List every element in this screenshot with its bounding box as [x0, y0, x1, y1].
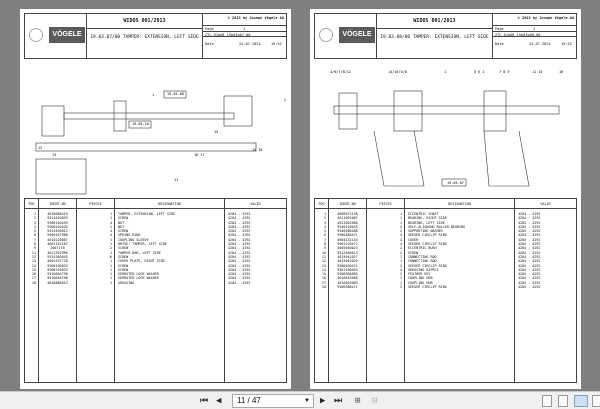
- table-cell: 7: [323, 237, 326, 242]
- table-cell: 9508310833: [47, 267, 68, 272]
- table-cell: 1: [399, 216, 402, 221]
- table-cell: 4609072158: [337, 212, 358, 216]
- page-selector[interactable]: [232, 394, 314, 408]
- table-cell: 9500140439: [47, 220, 68, 225]
- time-value: 19:52: [561, 42, 572, 46]
- table-cell: 17: [321, 280, 326, 285]
- table-cell: 8: [323, 242, 326, 247]
- pdf-toolbar: [0, 391, 600, 409]
- table-cell: 4284 - 4292: [228, 237, 251, 242]
- doc-code: ZTL_01pA8_19p03p08-00: [493, 31, 576, 37]
- table-cell: 4: [109, 220, 112, 225]
- table-cell: 14: [31, 263, 36, 268]
- table-cell: 4604132143: [337, 237, 358, 242]
- exploded-drawing: [314, 61, 577, 196]
- callout-label: 4/6/7/8/12: [330, 70, 352, 74]
- add-page-icon[interactable]: ⊞: [355, 396, 361, 406]
- column-designation: [405, 209, 515, 382]
- table-cell: 4284 - 4292: [518, 242, 541, 247]
- table-cell: 2: [399, 285, 402, 290]
- table-cell: SCREW: [118, 254, 129, 259]
- date-value: 24.07.2024: [529, 42, 551, 46]
- table-cell: SELF-ALIGNING ROLLER BEARING: [408, 224, 466, 229]
- table-cell: 1: [399, 220, 402, 225]
- table-cell: 9: [323, 246, 326, 251]
- table-cell: 4284 - 4292: [228, 259, 251, 264]
- column-header-pieces: PIECES: [367, 199, 405, 208]
- table-cell: 1: [399, 212, 402, 216]
- table-cell: SEEGER CIRCLIP RING: [408, 285, 447, 290]
- table-cell: ECCENTRIC SHAFT: [408, 212, 439, 216]
- table-cell: 4284 - 4292: [518, 212, 541, 216]
- table-cell: 11: [321, 254, 326, 259]
- table-cell: 9500480471: [337, 233, 358, 238]
- copyright: © 2013 by Joseph Vögele AG: [517, 16, 574, 20]
- date-label: Date: [205, 42, 214, 46]
- table-cell: 9514420833: [47, 216, 68, 221]
- table-cell: 16: [31, 272, 36, 277]
- page-indicator: 11 / 47: [237, 396, 261, 405]
- table-cell: 4284 - 4292: [228, 224, 251, 229]
- table-cell: 4284 - 4292: [228, 263, 251, 268]
- table-cell: 1: [109, 216, 112, 221]
- page-value: 1: [533, 27, 536, 31]
- table-cell: 9500140434: [47, 224, 68, 229]
- table-cell: 9500130833: [47, 263, 68, 268]
- table-cell: GREASING: [118, 280, 135, 285]
- table-cell: COUPLING HUB: [408, 276, 433, 281]
- table-cell: COVER: [408, 237, 419, 242]
- table-cell: 2: [399, 250, 402, 255]
- table-cell: 13: [321, 263, 326, 268]
- table-cell: TAMPER BAR, LEFT SIDE: [118, 250, 161, 255]
- table-cell: SCREW: [118, 267, 129, 272]
- table-cell: 2: [399, 272, 402, 277]
- title-block: [24, 13, 287, 59]
- table-cell: 4: [399, 242, 402, 247]
- next-page-icon[interactable]: ▶: [320, 396, 326, 406]
- table-cell: 4284 - 4292: [518, 237, 541, 242]
- table-cell: 4284 - 4292: [228, 254, 251, 259]
- column-pos: [315, 209, 329, 382]
- table-cell: 4: [399, 267, 402, 272]
- page-label: Page: [205, 27, 214, 31]
- table-cell: 1: [109, 242, 112, 247]
- table-cell: 1: [109, 263, 112, 268]
- table-cell: 9508368885: [337, 272, 358, 277]
- table-cell: 4284 - 4292: [518, 285, 541, 290]
- table-cell: 4611052067: [337, 216, 358, 221]
- last-page-icon[interactable]: ⏭: [334, 396, 343, 406]
- table-cell: BEARING, LEFT SIDE: [408, 220, 445, 225]
- table-cell: SUPPORTING WASHER: [408, 229, 443, 234]
- table-cell: 1: [399, 280, 402, 285]
- table-cell: 4611052066: [337, 220, 358, 225]
- callout-label: 14 18: [252, 148, 263, 152]
- table-cell: 3: [33, 220, 36, 225]
- table-cell: 4: [109, 233, 112, 238]
- table-cell: 4284 - 4292: [518, 229, 541, 234]
- table-cell: DRIVE: TAMPER, LEFT SIDE: [118, 242, 167, 247]
- table-cell: 4: [109, 229, 112, 234]
- table-cell: 9501180054: [337, 267, 358, 272]
- prev-page-icon[interactable]: ◀: [216, 396, 222, 406]
- table-cell: 4284 - 4292: [518, 267, 541, 272]
- table-cell: 9510646798: [47, 272, 68, 277]
- table-cell: 4284 - 4292: [518, 224, 541, 229]
- table-cell: 4: [399, 224, 402, 229]
- column-header-designation: DESIGNATION: [115, 199, 225, 208]
- copyright: © 2013 by Joseph Vögele AG: [227, 16, 284, 20]
- table-cell: 4284 - 4292: [228, 272, 251, 277]
- table-cell: 4284 - 4292: [228, 216, 251, 221]
- time-value: 19:52: [271, 42, 282, 46]
- table-cell: 13: [31, 259, 36, 264]
- table-cell: 4284 - 4292: [518, 280, 541, 285]
- table-cell: 4284 - 4292: [518, 250, 541, 255]
- table-cell: 2: [33, 216, 36, 221]
- column-header-pos: POS: [25, 199, 39, 208]
- table-cell: 1: [109, 280, 112, 285]
- callout-label: 19.03.07: [447, 181, 464, 185]
- remove-page-icon[interactable]: ⊟: [372, 396, 378, 406]
- table-cell: 12: [31, 254, 36, 259]
- table-cell: 4: [33, 224, 36, 229]
- table-cell: 4284 - 4292: [228, 267, 251, 272]
- parts-table: [24, 198, 287, 383]
- column-header-pieces: PIECES: [77, 199, 115, 208]
- table-cell: COUPLING HUB: [408, 280, 433, 285]
- table-cell: BEARING, RIGHT SIDE: [408, 216, 447, 221]
- document-page-left: [20, 9, 291, 389]
- table-cell: 5: [323, 229, 326, 234]
- callout-label: 16 17: [194, 153, 205, 157]
- date-label: Date: [495, 42, 504, 46]
- callout-label: 19.03.10: [132, 122, 149, 126]
- column-header-pos: POS: [315, 199, 329, 208]
- table-cell: 4: [399, 237, 402, 242]
- column-header-valid: VALID: [540, 202, 551, 206]
- table-cell: 4284 - 4292: [228, 233, 251, 238]
- table-cell: 4284 - 4292: [518, 220, 541, 225]
- side-plate: [36, 159, 86, 194]
- page-value: 1: [243, 27, 246, 31]
- table-cell: 4284 - 4292: [228, 250, 251, 255]
- column-designation: [115, 209, 225, 382]
- document-page-right: [310, 9, 581, 389]
- document-title: WIDOS 001/2013: [377, 14, 492, 29]
- callout-label: 2: [284, 98, 287, 102]
- callout-label: 14/16/5/8: [388, 70, 407, 74]
- exploded-drawing: [24, 61, 287, 196]
- table-cell: 4284 - 4292: [228, 220, 251, 225]
- coupling: [114, 101, 126, 131]
- drive-housing: [224, 96, 252, 126]
- table-cell: 1: [109, 237, 112, 242]
- table-cell: 2: [109, 246, 112, 251]
- table-cell: 4284 - 4292: [518, 233, 541, 238]
- table-cell: 6: [33, 233, 36, 238]
- two-page-view-icon[interactable]: [574, 395, 588, 407]
- column-header-designation: DESIGNATION: [405, 199, 515, 208]
- table-cell: SEEGER CIRCLIP RING: [408, 233, 447, 238]
- table-cell: 4284 - 4292: [518, 216, 541, 221]
- continuous-view-icon[interactable]: [558, 395, 568, 407]
- tamper-bar: [36, 143, 256, 151]
- table-cell: 11: [31, 250, 36, 255]
- table-cell: 4284 - 4292: [518, 246, 541, 251]
- brand-logo: VÖGELE: [339, 27, 375, 43]
- table-cell: 9540128635: [337, 224, 358, 229]
- callout-label: 12: [38, 146, 43, 150]
- table-cell: 4284 - 4292: [228, 242, 251, 247]
- table-cell: 4: [323, 224, 326, 229]
- table-cell: SEEGER CIRCLIP RING: [408, 263, 447, 268]
- table-cell: 4618880013: [47, 280, 68, 285]
- table-cell: 4610220087: [47, 237, 68, 242]
- table-cell: 4611352996: [47, 250, 68, 255]
- table-cell: 9510646798: [47, 276, 68, 281]
- logo: [25, 14, 87, 58]
- chevron-down-icon: ▼: [304, 398, 310, 404]
- table-cell: NUT: [118, 224, 125, 229]
- table-cell: 17: [31, 276, 36, 281]
- table-cell: SERRATED LOCK WASHER: [118, 276, 159, 281]
- single-page-view-icon[interactable]: [542, 395, 552, 407]
- table-cell: 15: [31, 267, 36, 272]
- center-bearing: [394, 91, 422, 131]
- column-header-ident-no: IDENT-NO: [329, 199, 367, 208]
- table-cell: 10: [321, 250, 326, 255]
- table-cell: 4615042027: [337, 254, 358, 259]
- table-cell: 4284 - 4292: [228, 212, 251, 216]
- table-cell: SCREW: [118, 263, 129, 268]
- callout-label: 5 6 2: [474, 70, 485, 74]
- table-cell: CONNECTING ROD: [408, 259, 437, 264]
- table-cell: GREASING NIPPLE: [408, 267, 439, 272]
- table-cell: 4601437778: [47, 259, 68, 264]
- connecting-rods: [374, 131, 529, 186]
- table-cell: 12: [321, 259, 326, 264]
- brand-logo: VÖGELE: [49, 27, 85, 43]
- table-cell: SPRING RING: [118, 233, 141, 238]
- table-cell: SCREW: [118, 216, 129, 221]
- table-cell: 1: [109, 276, 112, 281]
- tamper-shaft: [64, 113, 234, 119]
- table-cell: 4601152187: [47, 242, 68, 247]
- column-header-valid: VALID: [250, 202, 261, 206]
- table-cell: 7: [33, 237, 36, 242]
- table-cell: 15: [321, 272, 326, 277]
- column-pos: [25, 209, 39, 382]
- table-header: [315, 199, 576, 209]
- table-cell: 2: [323, 216, 326, 221]
- table-cell: 9514340045: [47, 254, 68, 259]
- table-cell: SCREW: [118, 229, 129, 234]
- table-cell: 1: [33, 212, 36, 216]
- title-block: [314, 13, 577, 59]
- callout-label: 11 15: [532, 70, 543, 74]
- table-cell: 4284 - 4292: [228, 276, 251, 281]
- table-cell: 1: [109, 272, 112, 277]
- doc-code: ZTL_01pA8_19p03p07-00: [203, 31, 286, 37]
- table-cell: 4605040023: [337, 246, 358, 251]
- table-cell: 4284 - 4292: [228, 280, 251, 285]
- table-header: [25, 199, 286, 209]
- table-cell: 4284 - 4292: [228, 246, 251, 251]
- document-title: WIDOS 001/2013: [87, 14, 202, 29]
- column-valid: [225, 209, 286, 382]
- table-cell: 1: [399, 259, 402, 264]
- table-cell: 5: [33, 229, 36, 234]
- table-cell: 8: [33, 242, 36, 247]
- table-cell: 1: [109, 212, 112, 216]
- column-ident-no: [329, 209, 367, 382]
- document-subtitle: 19.03.08/00 TAMPER: EXTENSION, LEFT SIDE: [380, 35, 489, 40]
- table-cell: 9501120472: [337, 242, 358, 247]
- column-valid: [515, 209, 576, 382]
- callout-label: 1: [444, 70, 447, 74]
- table-cell: 16: [321, 276, 326, 281]
- table-cell: SEEGER CIRCLIP RING: [408, 242, 447, 247]
- table-cell: 9500450471: [337, 263, 358, 268]
- table-cell: 1: [399, 276, 402, 281]
- tamper-housing: [42, 106, 64, 136]
- table-cell: 2: [109, 224, 112, 229]
- table-cell: COVER PLATE, RIGHT SIDE: [118, 259, 165, 264]
- callout-label: 19.03.08: [167, 92, 184, 96]
- seal-icon: [29, 28, 43, 42]
- table-cell: 14: [321, 267, 326, 272]
- table-cell: 4284 - 4292: [518, 272, 541, 277]
- table-cell: 4610033088: [337, 276, 358, 281]
- date-value: 24.07.2024: [239, 42, 261, 46]
- callout-label: 11: [174, 178, 179, 182]
- column-pieces: [77, 209, 115, 382]
- table-cell: 6: [109, 254, 112, 259]
- callout-label: 15: [214, 130, 219, 134]
- table-cell: 2: [399, 246, 402, 251]
- callout-label: 7 8 9: [499, 70, 510, 74]
- table-cell: 2: [399, 263, 402, 268]
- table-cell: SCREW: [408, 250, 419, 255]
- table-cell: 2007170: [50, 246, 65, 251]
- table-cell: 9514426812: [47, 229, 68, 234]
- table-cell: 4284 - 4292: [518, 259, 541, 264]
- column-pieces: [367, 209, 405, 382]
- table-cell: 4: [399, 233, 402, 238]
- table-cell: TAMPER: EXTENSION, LEFT SIDE: [118, 212, 176, 216]
- column-header-ident-no: IDENT-NO: [39, 199, 77, 208]
- table-cell: 1: [109, 267, 112, 272]
- table-cell: 4618080419: [47, 212, 68, 216]
- parts-table: [314, 198, 577, 383]
- eccentric-shaft: [334, 106, 559, 114]
- document-subtitle: 19.03.07/00 TAMPER: EXTENSION, LEFT SIDE: [90, 35, 199, 40]
- table-cell: 9512480613: [337, 250, 358, 255]
- right-bearing: [484, 91, 506, 131]
- table-cell: 18: [31, 280, 36, 285]
- callout-label: 13: [52, 153, 57, 157]
- table-cell: CONNECTING ROD: [408, 254, 437, 259]
- table-cell: 9500380471: [337, 285, 358, 290]
- table-cell: COUPLING SLEEVE: [118, 237, 149, 242]
- column-ident-no: [39, 209, 77, 382]
- seal-icon: [319, 28, 333, 42]
- table-cell: 4610033083: [337, 280, 358, 285]
- table-cell: SERRATED LOCK WASHER: [118, 272, 159, 277]
- logo: [315, 14, 377, 58]
- first-page-icon[interactable]: ⏮: [200, 396, 209, 406]
- left-bearing: [339, 93, 357, 129]
- page-label: Page: [495, 27, 504, 31]
- table-cell: 1: [323, 212, 326, 216]
- table-cell: NUT: [118, 220, 125, 225]
- table-cell: 1: [399, 254, 402, 259]
- table-cell: 4284 - 4292: [518, 263, 541, 268]
- table-cell: 9500167980: [47, 233, 68, 238]
- table-cell: ECCENTRIC BUSH: [408, 246, 437, 251]
- callout-label: 1: [152, 93, 155, 97]
- table-cell: 9: [33, 246, 36, 251]
- table-cell: 4284 - 4292: [228, 229, 251, 234]
- table-cell: 6: [323, 233, 326, 238]
- table-cell: 1: [109, 250, 112, 255]
- table-cell: FEATHER KEY: [408, 272, 431, 277]
- table-cell: 4284 - 4292: [518, 254, 541, 259]
- table-cell: SCREW: [118, 246, 129, 251]
- table-cell: 4284 - 4292: [518, 276, 541, 281]
- table-cell: 1: [109, 259, 112, 264]
- table-cell: 4615042026: [337, 259, 358, 264]
- two-page-continuous-view-icon[interactable]: [592, 395, 600, 407]
- callout-label: 16: [559, 70, 564, 74]
- table-cell: 3: [323, 220, 326, 225]
- table-cell: 9540580488: [337, 229, 358, 234]
- table-cell: 18: [321, 285, 326, 290]
- table-cell: 2: [399, 229, 402, 234]
